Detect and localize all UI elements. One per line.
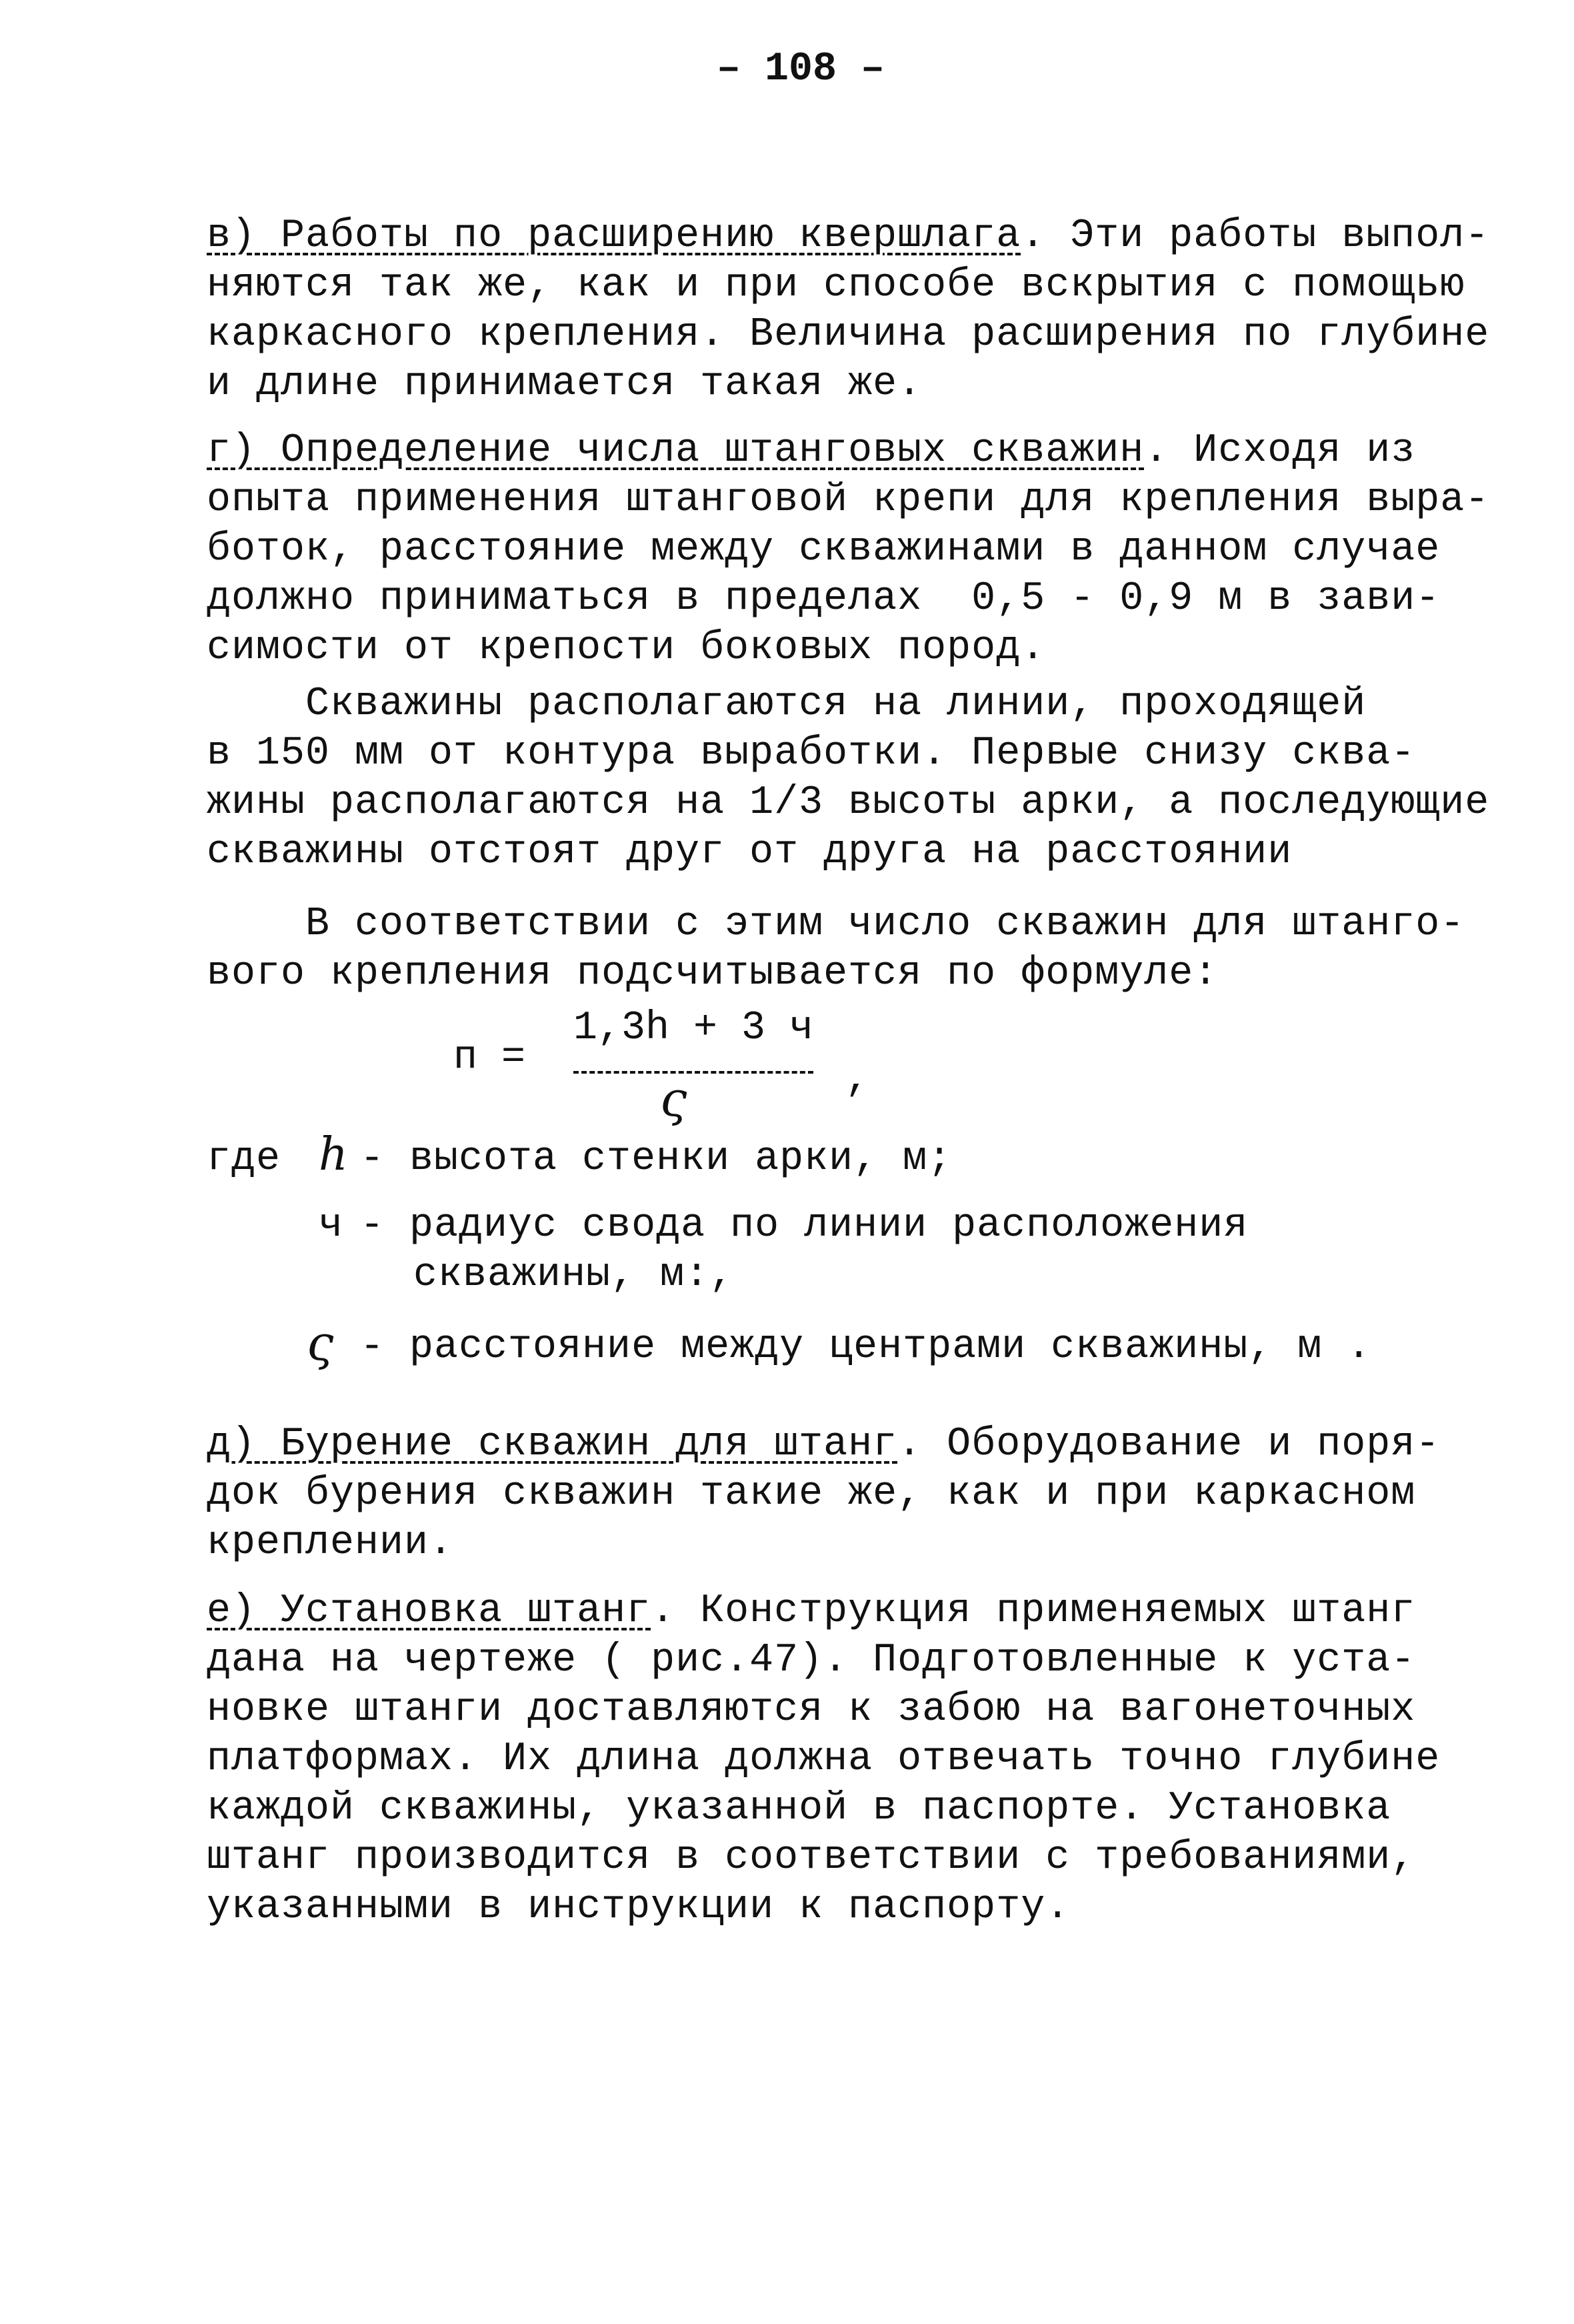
section-d-line: креплении. [207,1520,454,1566]
section-e-first-line [207,1587,1415,1635]
section-e-line: платформах. Их длина должна отвечать точно глубине [207,1736,1441,1782]
section-v-text: . Эти работы выпол- [1021,213,1490,259]
section-e-line: дана на чертеже ( рис.47). Подготовленные к уста- [207,1638,1416,1683]
section-g-line: боток, расстояние между скважинами в данном случае [207,527,1441,572]
symbol-h: h [319,1128,349,1181]
definition-ch-cont: скважины, м:, [413,1252,735,1298]
definition-h: - высота стенки арки, м; [360,1136,953,1182]
formula-comma: , [845,1057,870,1102]
section-g-heading: г) Определение числа штанговых скважин [207,428,1145,473]
section-g-first-line [207,427,1415,475]
section-d-first-line [207,1420,1440,1468]
where-label: где [207,1136,281,1182]
section-v-line: няются так же, как и при способе вскрытия с помощью [207,263,1465,308]
section-d-text: . Оборудование и поря- [897,1422,1441,1467]
section-e-line: новке штанги доставляются к забою на вагонеточных [207,1687,1416,1732]
fraction-bar [573,1071,813,1074]
definition-s: - расстояние между центрами скважины, м . [360,1324,1372,1370]
section-g-text: . Исходя из [1144,428,1416,473]
section-v-first-line [207,212,1489,260]
section-g-line: опыта применения штанговой крепи для крепления выра- [207,477,1490,523]
section-g-line: должно приниматься в пределах 0,5 - 0,9 м в зави- [207,576,1441,622]
formula-denominator: ς [660,1071,687,1127]
section-d-heading: д) Бурение скважин для штанг [207,1422,898,1467]
paragraph-line: скважины отстоят друг от друга на расстоянии [207,830,1293,875]
section-g-line: симости от крепости боковых пород. [207,626,1046,671]
section-d-line: док бурения скважин такие же, как и при каркасном [207,1471,1416,1516]
section-e-line: штанг производится в соответствии с требованиями, [207,1835,1416,1881]
paragraph-line: Скважины располагаются на линии, проходящей [207,682,1367,727]
section-e-line: каждой скважины, указанной в паспорте. Установка [207,1786,1391,1831]
formula-lhs: п = [453,1035,526,1080]
section-v-line: каркасного крепления. Величина расширения по глубине [207,312,1490,357]
paragraph-line: вого крепления подсчитывается по формуле: [207,951,1219,996]
section-v-heading: в) Работы по расширению квершлага [207,213,1021,259]
paragraph-line: В соответствии с этим число скважин для штанго- [207,902,1465,947]
symbol-s: ς [307,1315,335,1371]
section-v-line: и длине принимается такая же. [207,361,923,407]
definition-ch: - радиус свода по линии расположения [360,1203,1249,1248]
section-e-line: указанными в инструкции к паспорту. [207,1885,1071,1930]
section-e-heading: е) Установка штанг [207,1588,651,1634]
page-number: – 108 – [717,47,885,92]
symbol-ch: ч [319,1203,344,1248]
paragraph-line: в 150 мм от контура выработки. Первые снизу сква- [207,731,1416,776]
paragraph-line: жины располагаются на 1/3 высоты арки, а последующие [207,780,1490,826]
formula-numerator: 1,3h + 3 ч [573,1006,814,1051]
section-e-text: . Конструкция применяемых штанг [651,1588,1416,1634]
